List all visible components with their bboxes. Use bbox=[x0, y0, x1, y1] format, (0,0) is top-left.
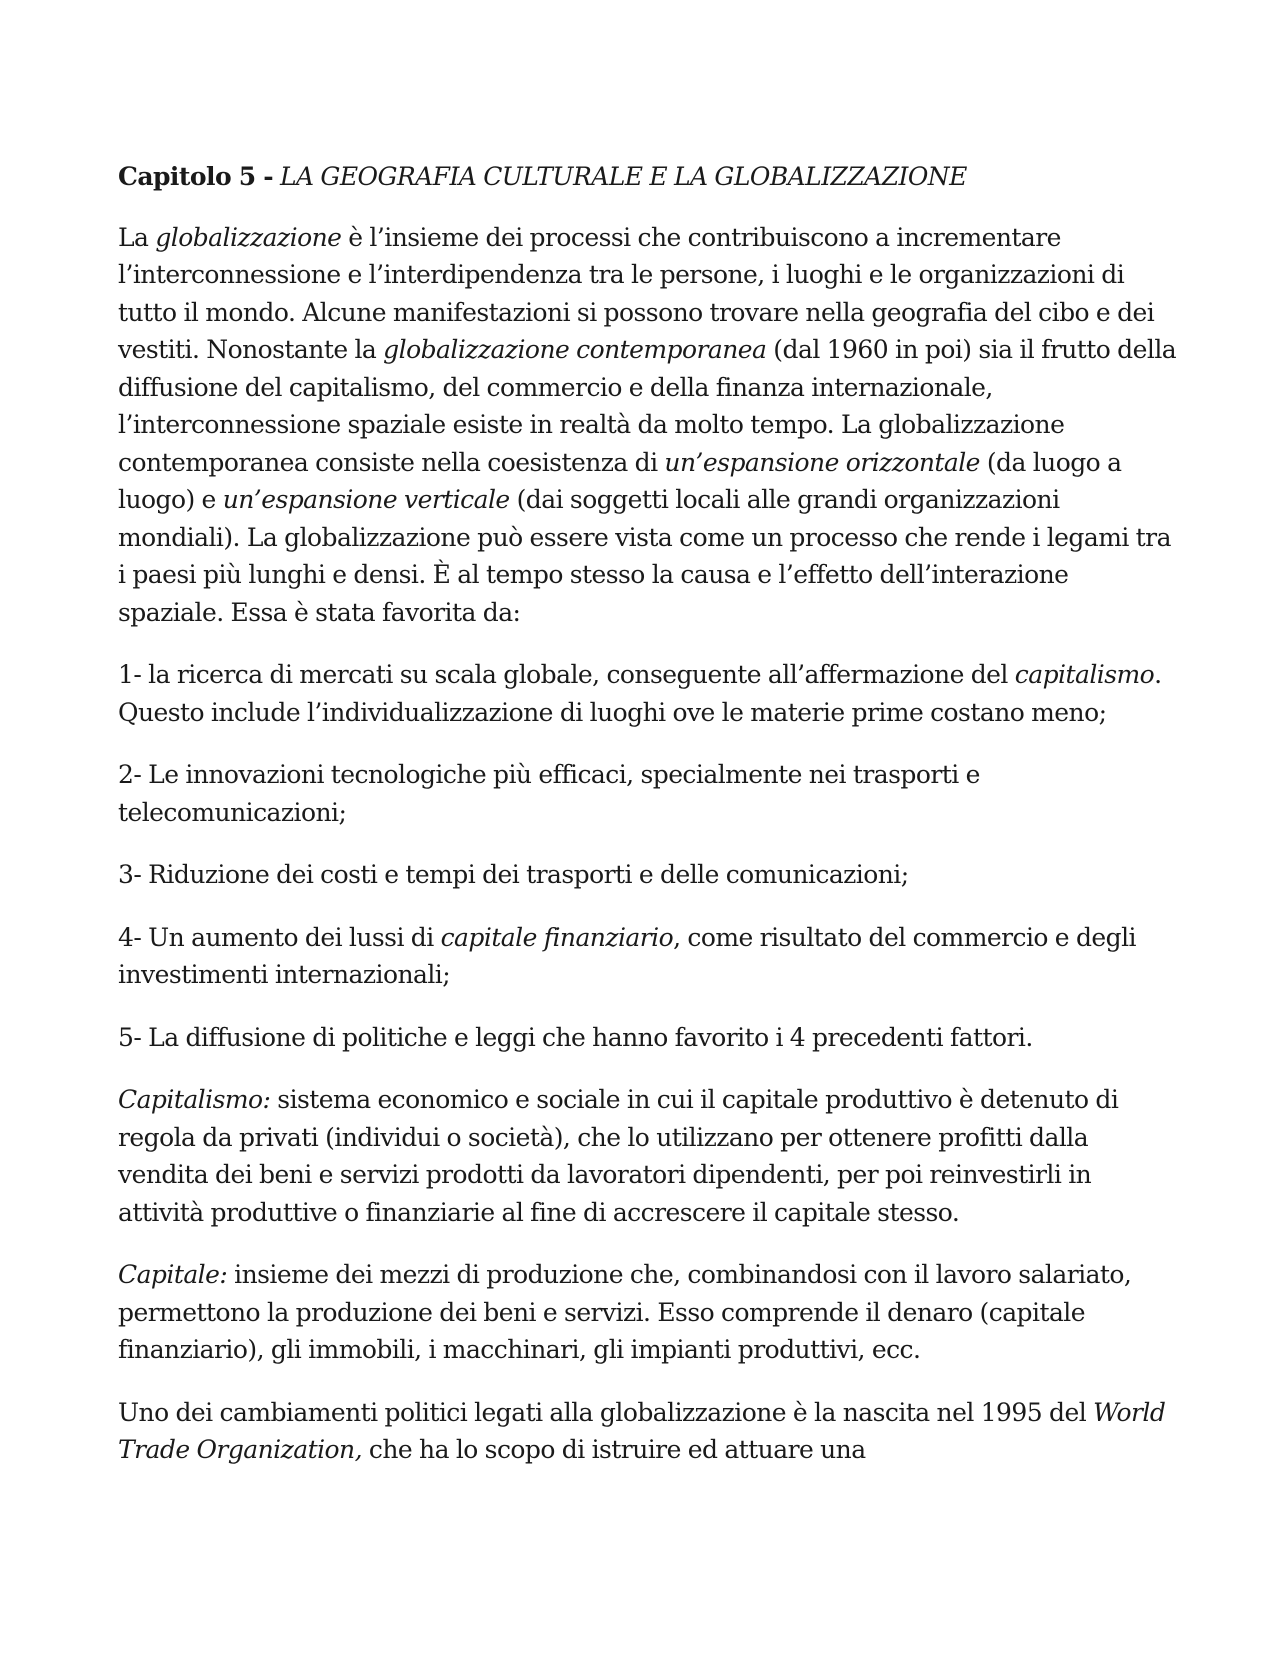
closing-text-1: Uno dei cambiamenti politici legati alla globalizzazione è la nascita nel 1995 del bbox=[118, 1397, 1094, 1427]
term-capitalismo: capitalismo bbox=[1014, 660, 1155, 689]
factor-4-text-2: , come risultato del commercio e degli investimenti internazionali; bbox=[118, 922, 1136, 989]
definition-term-capitalismo: Capitalismo: bbox=[118, 1085, 271, 1114]
term-espansione-verticale: un’espansione verticale bbox=[222, 485, 510, 514]
closing-text-2: che ha lo scopo di istruire ed attuare una bbox=[362, 1435, 866, 1464]
intro-text-4: (da luogo a luogo) e bbox=[118, 447, 1122, 514]
factor-item-1 bbox=[118, 656, 1178, 731]
intro-text-2: è l’insieme dei processi che contribuiscono a incrementare l’interconnessione e l’interdipendenza tra le persone, i luoghi e le organizzazioni di tutto il mondo. Alcune manifestazioni si possono trovare nella geografia del cibo e dei vestiti. Nonostante la bbox=[118, 222, 1155, 364]
intro-text-1: La bbox=[118, 222, 156, 252]
chapter-subtitle: LA GEOGRAFIA CULTURALE E LA GLOBALIZZAZIONE bbox=[279, 162, 967, 191]
definition-text-capitalismo: sistema economico e sociale in cui il capitale produttivo è detenuto di regola da privati (individui o società), che lo utilizzano per ottenere profitti dalla vendita dei beni e servizi prodotti da lavoratori dipendenti, per poi reinvestirli in attività produttive o finanziarie al fine di accrescere il capitale stesso. bbox=[118, 1085, 1119, 1227]
term-world-trade-organization: World Trade Organization, bbox=[118, 1397, 1166, 1464]
intro-text-3: (dal 1960 in poi) sia il frutto della diffusione del capitalismo, del commercio e della finanza internazionale, l’interconnessione spaziale esiste in realtà da molto tempo. La globalizzazione contemporanea consiste nella coesistenza di bbox=[118, 335, 1177, 477]
term-espansione-orizzontale: un’espansione orizzontale bbox=[664, 447, 980, 477]
document-page bbox=[118, 158, 1178, 1494]
definition-text-capitale: insieme dei mezzi di produzione che, combinandosi con il lavoro salariato, permettono la produzione dei beni e servizi. Esso comprende il denaro (capitale finanziario), gli immobili, i macchinari, gli impianti produttivi, ecc. bbox=[118, 1260, 1132, 1364]
factor-item-3: 3- Riduzione dei costi e tempi dei trasporti e delle comunicazioni; bbox=[118, 860, 909, 889]
intro-text-5: (dai soggetti locali alle grandi organizzazioni mondiali). La globalizzazione può essere vista come un processo che rende i legami tra i paesi più lunghi e densi. È al tempo stesso la causa e l’effetto dell’interazione spaziale. Essa è stata favorita da: bbox=[118, 485, 1171, 627]
term-capitale-finanziario: capitale finanziario bbox=[440, 922, 674, 952]
definition-capitale bbox=[118, 1256, 1178, 1369]
factor-item-2: 2- Le innovazioni tecnologiche più efficaci, specialmente nei trasporti e telecomunicazioni; bbox=[118, 760, 980, 827]
term-globalizzazione-contemporanea: globalizzazione contemporanea bbox=[383, 335, 767, 364]
factor-item-5: 5- La diffusione di politiche e leggi che hanno favorito i 4 precedenti fattori. bbox=[118, 1022, 1033, 1052]
closing-paragraph bbox=[118, 1394, 1178, 1469]
chapter-title bbox=[118, 158, 1178, 196]
definition-capitalismo bbox=[118, 1081, 1178, 1231]
factor-1-text-2: . Questo include l’individualizzazione di luoghi ove le materie prime costano meno; bbox=[118, 660, 1162, 727]
factor-item-4 bbox=[118, 919, 1178, 994]
chapter-number: Capitolo 5 - bbox=[118, 162, 274, 191]
intro-paragraph bbox=[118, 219, 1178, 632]
factor-4-text-1: 4- Un aumento dei lussi di bbox=[118, 922, 441, 952]
definition-term-capitale: Capitale: bbox=[118, 1260, 228, 1289]
term-globalizzazione: globalizzazione bbox=[155, 222, 342, 252]
factor-1-text-1: 1- la ricerca di mercati su scala globale, conseguente all’affermazione del bbox=[118, 660, 1015, 689]
